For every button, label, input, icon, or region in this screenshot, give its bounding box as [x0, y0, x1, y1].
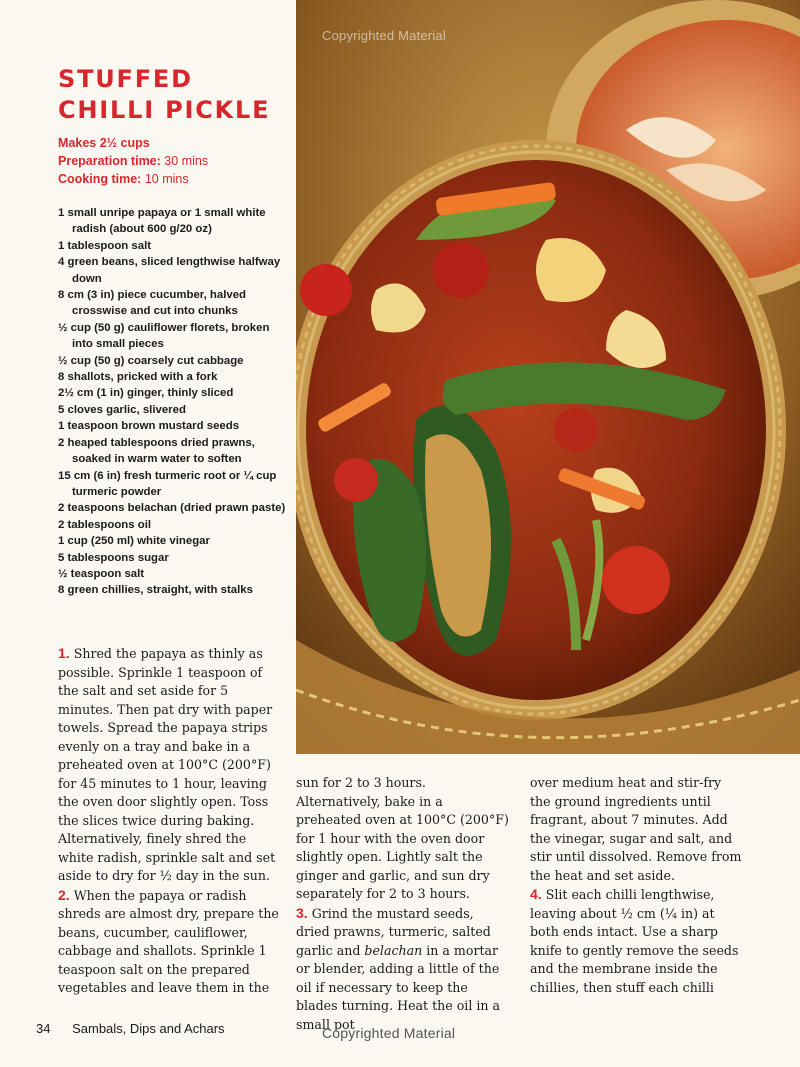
ingredient-item: ½ cup (50 g) coarsely cut cabbage [58, 354, 244, 367]
prep-value: 30 mins [164, 154, 209, 168]
section-name: Sambals, Dips and Achars [72, 1021, 225, 1036]
ingredient-item: 1 cup (250 ml) white vinegar [58, 535, 210, 548]
step-text: Grind the mustard seeds, dried prawns, turmeric, salted garlic and [296, 905, 491, 958]
step-text: in a mortar or blender, adding a little of the oil if necessary to keep the blades turning. Heat the oil in a small pot [296, 942, 501, 1032]
step-number: 4. [530, 886, 542, 902]
step-1 [58, 644, 280, 886]
ingredient-item: 1 teaspoon brown mustard seeds [58, 420, 240, 433]
ingredient-item: 2½ cm (1 in) ginger, thinly sliced [58, 387, 234, 400]
method-column-1 [58, 644, 280, 998]
ingredient-item: 8 shallots, pricked with a fork [58, 371, 218, 384]
step-text: Shred the papaya as thinly as possible. Sprinkle 1 teaspoon of the salt and set aside for 5 minutes. Then pat dry with paper towels. Spread the papaya strips evenly on a tray and bake in a preheated oven at 100°C (200°F) for 45 minutes to 1 hour, leaving the oven door slightly open. Toss the slices twice during baking. Alternatively, finely shred the white radish, sprinkle salt and set aside to dry for ½ day in the sun. [58, 646, 276, 883]
step-2 [58, 886, 280, 998]
ingredient-item: 4 green beans, sliced lengthwise halfway down [58, 256, 281, 285]
ingredient-item: ½ teaspoon salt [58, 567, 145, 580]
ingredient-item: 8 green chillies, straight, with stalks [58, 584, 253, 597]
step-number: 3. [296, 904, 308, 921]
recipe-meta [58, 134, 208, 188]
makes-line: Makes 2½ cups [58, 136, 150, 150]
ingredient-item: 15 cm (6 in) fresh turmeric root or ¼ cup turmeric powder [58, 469, 277, 498]
recipe-title: STUFFED CHILLI PICKLE [58, 65, 271, 124]
watermark-bottom: Copyrighted Material [322, 1025, 456, 1041]
method-column-2 [296, 774, 510, 1034]
step-3-continued: over medium heat and stir-fry the ground ingredients until fragrant, about 7 minutes. Add the vinegar, sugar and salt, and stir until dissolved. Remove from the heat and set aside. [530, 775, 742, 883]
ingredient-item: 2 heaped tablespoons dried prawns, soaked in warm water to soften [58, 436, 255, 466]
page-footer [36, 1021, 225, 1036]
step-4 [530, 885, 744, 997]
step-number: 1. [58, 645, 70, 661]
ingredient-list [58, 205, 290, 599]
step-text: When the papaya or radish shreds are almost dry, prepare the beans, cucumber, cauliflower, cabbage and shallots. Sprinkle 1 teaspoon salt on the prepared vegetables and leave them in the [58, 887, 279, 995]
ingredient-item: 5 tablespoons sugar [58, 551, 169, 564]
ingredient-item: 8 cm (3 in) piece cucumber, halved crosswise and cut into chunks [58, 289, 247, 318]
ingredient-item: 1 tablespoon salt [58, 239, 152, 252]
prep-label: Preparation time: [58, 154, 161, 168]
watermark-top: Copyrighted Material [322, 28, 446, 43]
method-column-3 [530, 774, 744, 997]
prep-line [58, 152, 208, 170]
cook-value: 10 mins [144, 172, 189, 186]
step-number: 2. [58, 886, 70, 903]
step-2-continued: sun for 2 to 3 hours. Alternatively, bake in a preheated oven at 100°C (200°F) for 1 hour with the oven door slightly open. Lightly salt the ginger and garlic, and sun dry separately for 2 to 3 hours. [296, 775, 509, 901]
ingredient-item: 2 teaspoons belachan (dried prawn paste) [58, 502, 286, 515]
pickle-bowl-photo [296, 0, 800, 754]
cook-line [58, 170, 208, 188]
pickle-bowl-icon [296, 0, 800, 754]
step-text: Slit each chilli lengthwise, leaving about ½ cm (¼ in) at both ends intact. Use a sharp knife to gently remove the seeds and the membrane inside the chillies, then stuff each chilli [530, 887, 739, 995]
cook-label: Cooking time: [58, 172, 142, 186]
ingredient-item: 1 small unripe papaya or 1 small white radish (about 600 g/20 oz) [58, 207, 266, 236]
ingredient-item: ½ cup (50 g) cauliflower florets, broken into small pieces [58, 321, 270, 351]
step-3 [296, 904, 510, 1035]
ingredient-item: 2 tablespoons oil [58, 518, 152, 531]
ingredient-item: 5 cloves garlic, slivered [58, 403, 186, 416]
step-text-italic: belachan [364, 942, 423, 958]
page-number: 34 [36, 1021, 51, 1036]
